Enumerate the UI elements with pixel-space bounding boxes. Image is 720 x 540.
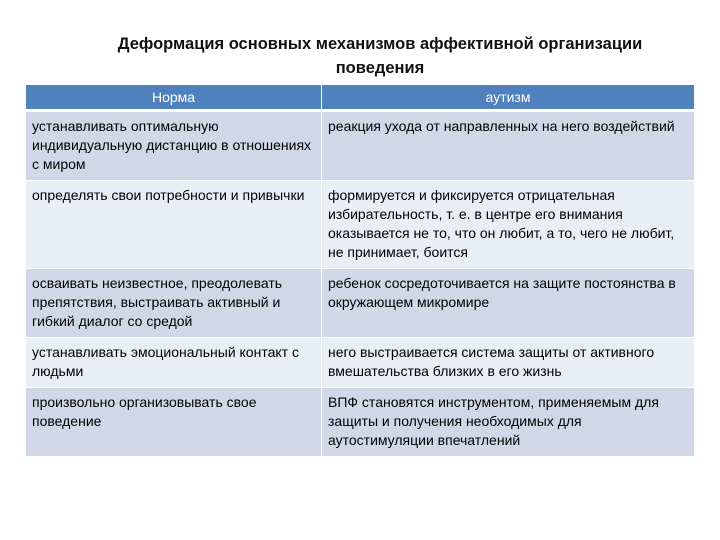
- cell-norm: устанавливать эмоциональный контакт с людьми: [26, 338, 321, 388]
- table-header-row: [26, 85, 694, 112]
- header-norm: Норма: [26, 85, 321, 112]
- cell-autism: ребенок сосредоточивается на защите постоянства в окружающем микромире: [321, 269, 694, 338]
- header-autism: аутизм: [321, 85, 694, 112]
- cell-norm: определять свои потребности и привычки: [26, 181, 321, 269]
- table-row: [26, 112, 694, 181]
- table-row: [26, 388, 694, 457]
- comparison-table: [26, 85, 694, 457]
- slide-title: [70, 32, 690, 80]
- table-row: [26, 269, 694, 338]
- slide-title-line-1: Деформация основных механизмов аффективной организации: [117, 35, 643, 53]
- cell-norm: осваивать неизвестное, преодолевать препятствия, выстраивать активный и гибкий диалог со средой: [26, 269, 321, 338]
- cell-norm: устанавливать оптимальную индивидуальную дистанцию в отношениях с миром: [26, 112, 321, 181]
- cell-autism: него выстраивается система защиты от активного вмешательства близких в его жизнь: [321, 338, 694, 388]
- table-row: [26, 338, 694, 388]
- cell-norm: произвольно организовывать свое поведение: [26, 388, 321, 457]
- table-row: [26, 181, 694, 269]
- slide-title-line-2: поведения: [335, 59, 425, 77]
- cell-autism: формируется и фиксируется отрицательная избирательность, т. е. в центре его внимания оказывается не то, что он любит, а то, чего не любит, не принимает, боится: [321, 181, 694, 269]
- cell-autism: реакция ухода от направленных на него воздействий: [321, 112, 694, 181]
- cell-autism: ВПФ становятся инструментом, применяемым для защиты и получения необходимых для аутостимуляции впечатлений: [321, 388, 694, 457]
